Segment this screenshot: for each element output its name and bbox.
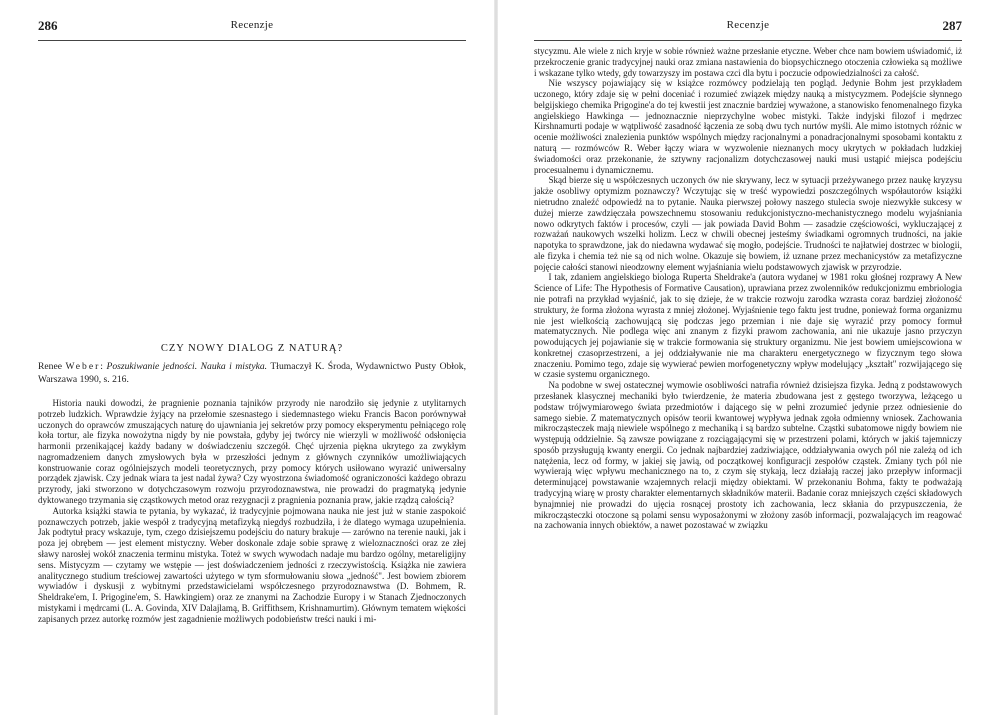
bibliographic-entry: Renee Weber: Poszukiwanie jedności. Nauka i mistyka. Tłumaczył K. Środa, Wydawnictwo Pusty Obłok, Warszawa 1990, s. 216. (38, 361, 466, 385)
page-number: 286 (38, 18, 58, 33)
right-page (496, 0, 992, 715)
book-title: Poszukiwanie jedności. Nauka i mistyka. (106, 361, 268, 372)
running-title: Recenzje (230, 19, 274, 31)
paragraph: Na podobne w swej ostatecznej wymowie osobliwości natrafia również dzisiejsza fizyka. Jedną z podstawowych przesłanek klasycznej mechaniki było twierdzenie, że materia zbudowana jest z gęstego tworzywa, leżącego u podstaw trójwymiarowego świata przedmiotów i dającego się w pełni zrozumieć jedynie przez odniesienie do samego siebie. Z matematycznych opisów teorii kwantowej wypływa jednak zgoła odmienny wniosek. Zachowania mikrocząsteczek mają niewiele wspólnego z mechaniką i są bardzo subtelne. Cząstki subatomowe nigdy bowiem nie występują oddzielnie. Są zawsze powiązane z rozciągającymi się w przestrzeni polami, których w jakiś tajemniczy sposób przysługują kwanty energii. Co jednak najbardziej zadziwiające, oddziaływania owych pól nie zależą od ich natężenia, lecz od formy, w jakiej się jawią, od początkowej konfiguracji zespołów cząstek. Zmiany tych pól nie wywierają więc wpływu mechanicznego na to, z czym się stykają, lecz działają raczej jako przepływ informacji determinującej powstawanie wzajemnych relacji między obiektami. W przekonaniu Bohma, fakty te podważają tradycyjną wiarę w prosty charakter elementarnych składników materii. Badanie coraz mniejszych części składowych bynajmniej nie prowadzi do ujęcia rosnącej prostoty ich zachowania, lecz skłania do przypuszczenia, że mikrocząsteczki otoczone są polami sensu wyposażonymi w złożony zasób informacji, pozwalających im reagować na zachowania innych obiektów, a nawet pozostawać w związku (534, 380, 962, 531)
paragraph: Skąd bierze się u współczesnych uczonych ów nie skrywany, lecz w sytuacji przeżywanego przez naukę kryzysu jakże osobliwy optymizm poznawczy? Wczytując się w treść wypowiedzi poszczególnych współautorów książki nietrudno znaleźć odpowiedź na to pytanie. Nauka pierwszej połowy naszego stulecia swoje niezwykłe sukcesy w dużej mierze zawdzięczała powszechnemu stosowaniu redukcjonistyczno-mechanistycznego modelu wyjaśniania nowo odkrytych faktów i procesów, czyli — jak powiada David Bohm — zasadzie częściowości, wykluczającej z rozważań naukowych wszelki holizm. Lecz w chwili obecnej jesteśmy świadkami ogromnych trudności, na jakie napotyka to sprawdzone, jak do niedawna wydawać się mogło, podejście. Trudności te najłatwiej dostrzec w biologii, ale fizyka i chemia też nie są od nich wolne. Okazuje się bowiem, iż uznane przez mechanicystów za metafizyczne pojęcie całości stanowi nieodzowny element wyjaśniania wielu podstawowych zjawisk w przyrodzie. (534, 175, 962, 272)
paragraph: stycyzmu. Ale wiele z nich kryje w sobie również ważne przesłanie etyczne. Weber chce nam bowiem uświadomić, iż przekroczenie granic tradycyjnej nauki oraz zmiana nastawienia do biopsychicznego otoczenia człowieka są możliwe i wskazane tylko wtedy, gdy towarzyszy im postawa czci dla bytu i poczucie odpowiedzialności za całość. (534, 46, 962, 78)
page-number: 287 (942, 18, 962, 33)
author-first-name: Renee (38, 361, 62, 372)
review-title: CZY NOWY DIALOG Z NATURĄ? (160, 343, 344, 354)
paragraph: Historia nauki dowodzi, że pragnienie poznania tajników przyrody nie narodziło się jedynie z utylitarnych potrzeb ludzkich. Wprawdzie żyjący na przełomie szesnastego i siedemnastego wieku Francis Bacon porównywał uczonych do oprawców zmuszających naturę do ujawniania jej sekretów przy pomocy eksperymentu pełniącego rolę koła tortur, ale fizyka nowożytna nigdy by nie powstała, gdyby jej twórcy nie wierzyli w możliwość odsłonięcia harmonii przenikającej każdy badany w doświadczeniu szczegół. Chęć ujrzenia piękna ukrytego za zwykłym nagromadzeniem danych zmysłowych była w przeszłości jednym z głównych czynników umożliwiających konstruowanie coraz ogólniejszych modeli teoretycznych, przy pomocy których usiłowano wyrazić uniwersalny porządek zjawisk. Czy jednak wiara ta jest nadal żywa? Czy wyostrzona świadomość ograniczoności każdego obrazu przyrody, jaki stworzono w dotychczasowym rozwoju przyrodoznawstwa, nie prowadzi do pragmatyką jedynie dyktowanego trzymania się cząstkowych metod oraz rezygnacji z pragnienia poznania praw, jakie rządzą całością? (38, 398, 466, 506)
right-page-header (534, 18, 962, 41)
paragraph: I tak, zdaniem angielskiego biologa Ruperta Sheldrake'a (autora wydanej w 1981 roku głośnej rozprawy A New Science of Life: The Hypothesis of Formative Causation), uprawiana przez zwolenników redukcjonizmu embriologia nie potrafi na przykład wyjaśnić, jak to się dzieje, że w trakcie rozwoju zarodka wzrasta coraz bardziej złożoność struktury, że forma złożona wyrasta z mniej złożonej. Wyjaśnienie tego faktu jest trudne, ponieważ forma organizmu nie jest wielkością zachowującą się podczas jego przemian i nie daje się wyrazić przy pomocy formuł matematycznych. Nie podlega więc ani znanym z fizyki prawom zachowania, ani nie ukazuje jasno przyczyn powodujących jej pojawianie się w trakcie formowania się struktury organizmu. Nie jest bowiem umiejscowiona w konkretnej czasoprzestrzeni, a jej oddziaływanie nie ma charakteru energetycznego w fizycznym tego słowa znaczeniu. Pomimo tego, zdaje się wywierać pewien morfogenetyczny wpływ modelujący „kształt" rozwijającego się w czasie systemu organicznego. (534, 272, 962, 380)
running-title: Recenzje (726, 19, 770, 31)
right-body-text (534, 46, 962, 531)
author-last-name: Weber (65, 361, 101, 372)
paragraph: Autorka książki stawia te pytania, by wykazać, iż tradycyjnie pojmowana nauka nie jest już w stanie zaspokoić poznawczych potrzeb, jakie wespół z tradycyjną metafizyką niegdyś rozbudziła, i że dlatego wymaga uzupełnienia. Jak podtytuł pracy wskazuje, tym, czego dzisiejszemu podejściu do natury brakuje — zarówno na terenie nauki, jak i poza jej obrębem — jest element mistyczny. Weber doskonale zdaje sobie sprawę z wieloznaczności oraz ze złej sławy narosłej wokół znaczenia terminu mistyka. Toteż w swych wywodach nadaje mu bardzo ogólny, metareligijny sens. Mistycyzm — czytamy we wstępie — jest doświadczeniem jedności z rzeczywistością. Książka nie zawiera analitycznego studium treściowej zawartości użytego w tym sformułowaniu słowa „jedność". Jest bowiem zbiorem wywiadów i dyskusji z wybitnymi przedstawicielami współczesnego przyrodoznawstwa (D. Bohmem, R. Sheldrake'em, I. Prigogine'em, S. Hawkingiem) oraz ze znanymi na Zachodzie Europy i w Stanach Zjednoczonych mistykami i mędrcami (L. A. Govinda, XIV Dalajlamą, B. Griffithsem, Krishnamurtim). Głównym tematem więkości zapisanych przez autorkę rozmów jest zagadnienie możliwych podobieństw treści nauki i mi- (38, 505, 466, 624)
left-page-header (38, 18, 466, 41)
paragraph: Nie wszyscy pojawiający się w książce rozmówcy podzielają ten pogląd. Jedynie Bohm jest przykładem uczonego, który zdaje się w pełni doceniać i rozumieć związek między nauką a mistycyzmem. Podejście słynnego belgijskiego chemika Prigogine'a do tej kwestii jest znacznie bardziej wyważone, a stanowisko fenomenalnego fizyka angielskiego Hawkinga — jednoznacznie nieprzychylne wobec mistyki. Także indyjski filozof i mędrzec Kirshnamurti podaje w wątpliwość zasadność łączenia ze sobą dwu tych nurtów myśli. Ale mimo istotnych różnic w ocenie możliwości znalezienia punktów wspólnych między racjonalnymi a ponadracjonalnymi sposobami kontaktu z naturą — rozmówców R. Weber łączy wiara w wyzwolenie nieznanych mocy ukrytych w pokładach ludzkiej świadomości oraz przekonanie, że sztywny racjonalizm dotychczasowej nauki musi ustąpić miejsca podejściu procesualnemu i dynamicznemu. (534, 78, 962, 175)
left-body-text (38, 398, 466, 624)
publication-details: Tłumaczył K. Środa, Wydawnictwo Pusty Obłok, Warszawa 1990, s. 216. (38, 361, 466, 385)
